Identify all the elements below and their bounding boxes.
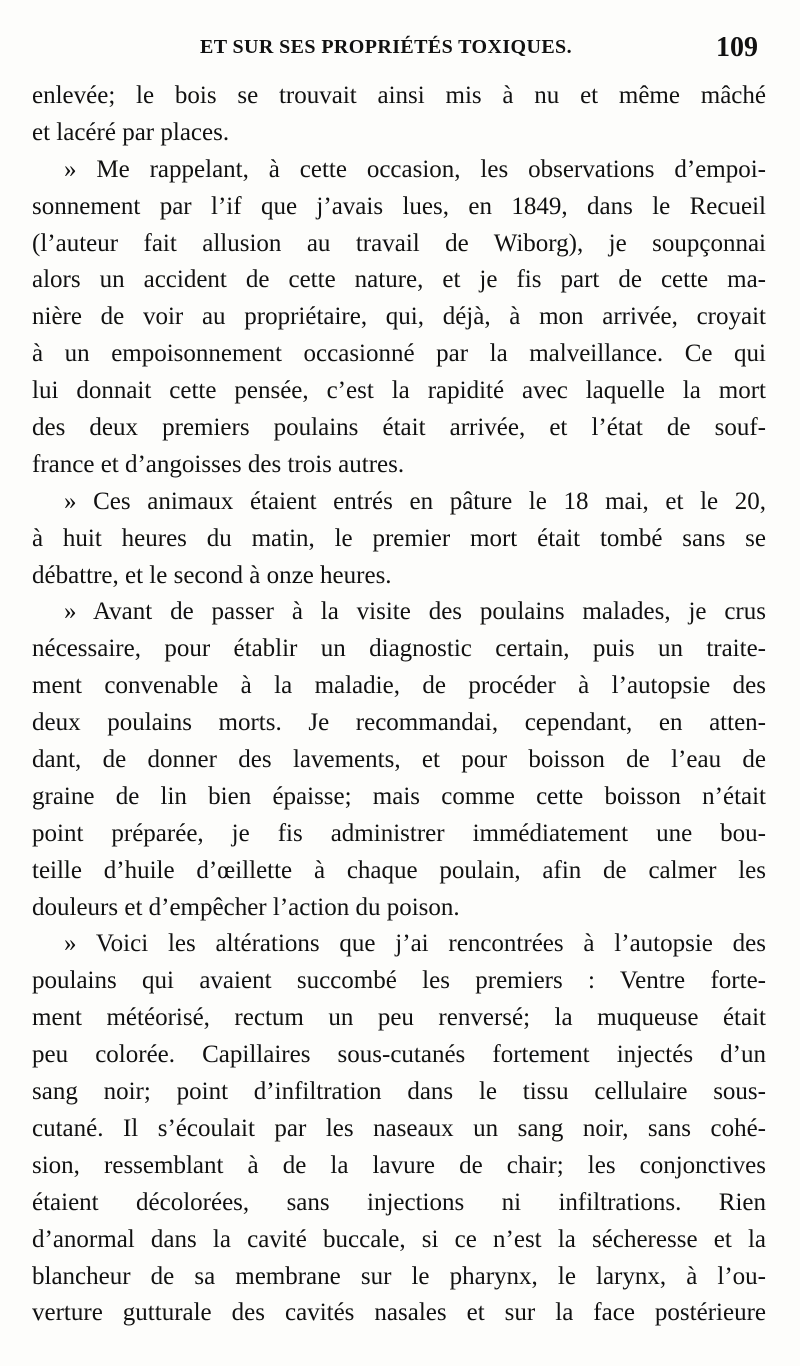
text-line: sang noir; point d’infiltration dans le tissu cellulaire sous-	[32, 1078, 766, 1106]
text-line: point préparée, je fis administrer immédiatement une bou-	[32, 819, 766, 847]
running-head: ET SUR SES PROPRIÉTÉS TOXIQUES.	[200, 36, 572, 58]
text-line: ment convenable à la maladie, de procéder à l’autopsie des	[32, 672, 766, 700]
text-line: verture gutturale des cavités nasales et sur la face postérieure	[32, 1299, 766, 1327]
text-line: étaient décolorées, sans injections ni infiltrations. Rien	[32, 1188, 766, 1216]
text-line: des deux premiers poulains était arrivée, et l’état de souf-	[32, 414, 766, 442]
text-line: » Voici les altérations que j’ai rencontrées à l’autopsie des	[64, 930, 766, 958]
text-line: débattre, et le second à onze heures.	[32, 561, 392, 589]
text-line: ment météorisé, rectum un peu renversé; la muqueuse était	[32, 1004, 766, 1032]
text-line: alors un accident de cette nature, et je fis part de cette ma-	[32, 266, 766, 294]
text-line: d’anormal dans la cavité buccale, si ce n’est la sécheresse et la	[32, 1225, 766, 1253]
text-line: blancheur de sa membrane sur le pharynx, le larynx, à l’ou-	[32, 1262, 766, 1290]
text-line: sonnement par l’if que j’avais lues, en 1849, dans le Recueil	[32, 192, 766, 220]
text-line: lui donnait cette pensée, c’est la rapidité avec laquelle la mort	[32, 377, 766, 405]
page-number: 109	[716, 32, 758, 63]
text-line: teille d’huile d’œillette à chaque poulain, afin de calmer les	[32, 856, 766, 884]
text-line: france et d’angoisses des trois autres.	[32, 450, 405, 478]
text-line: nécessaire, pour établir un diagnostic certain, puis un traite-	[32, 635, 766, 663]
text-line: et lacéré par places.	[32, 118, 230, 146]
text-line: à huit heures du matin, le premier mort était tombé sans se	[32, 524, 766, 552]
text-line: dant, de donner des lavements, et pour boisson de l’eau de	[32, 746, 766, 774]
text-line: (l’auteur fait allusion au travail de Wiborg), je soupçonnai	[32, 229, 766, 257]
text-line: cutané. Il s’écoulait par les naseaux un sang noir, sans cohé-	[32, 1114, 766, 1142]
text-line: » Me rappelant, à cette occasion, les observations d’empoi-	[64, 155, 766, 183]
text-line: sion, ressemblant à de la lavure de chair; les conjonctives	[32, 1151, 766, 1179]
text-line: enlevée; le bois se trouvait ainsi mis à nu et même mâché	[32, 82, 766, 109]
text-line: » Ces animaux étaient entrés en pâture le 18 mai, et le 20,	[64, 487, 766, 515]
text-line: à un empoisonnement occasionné par la malveillance. Ce qui	[32, 340, 766, 368]
text-line: graine de lin bien épaisse; mais comme cette boisson n’était	[32, 782, 766, 810]
body-text	[32, 78, 766, 1332]
page-header	[30, 32, 770, 72]
text-line: douleurs et d’empêcher l’action du poison.	[32, 893, 460, 921]
text-line: peu colorée. Capillaires sous-cutanés fortement injectés d’un	[32, 1041, 766, 1069]
text-line: nière de voir au propriétaire, qui, déjà, à mon arrivée, croyait	[32, 303, 766, 331]
text-line: poulains qui avaient succombé les premiers : Ventre forte-	[32, 967, 766, 995]
text-line: » Avant de passer à la visite des poulains malades, je crus	[64, 598, 766, 626]
text-line: deux poulains morts. Je recommandai, cependant, en atten-	[32, 709, 766, 737]
